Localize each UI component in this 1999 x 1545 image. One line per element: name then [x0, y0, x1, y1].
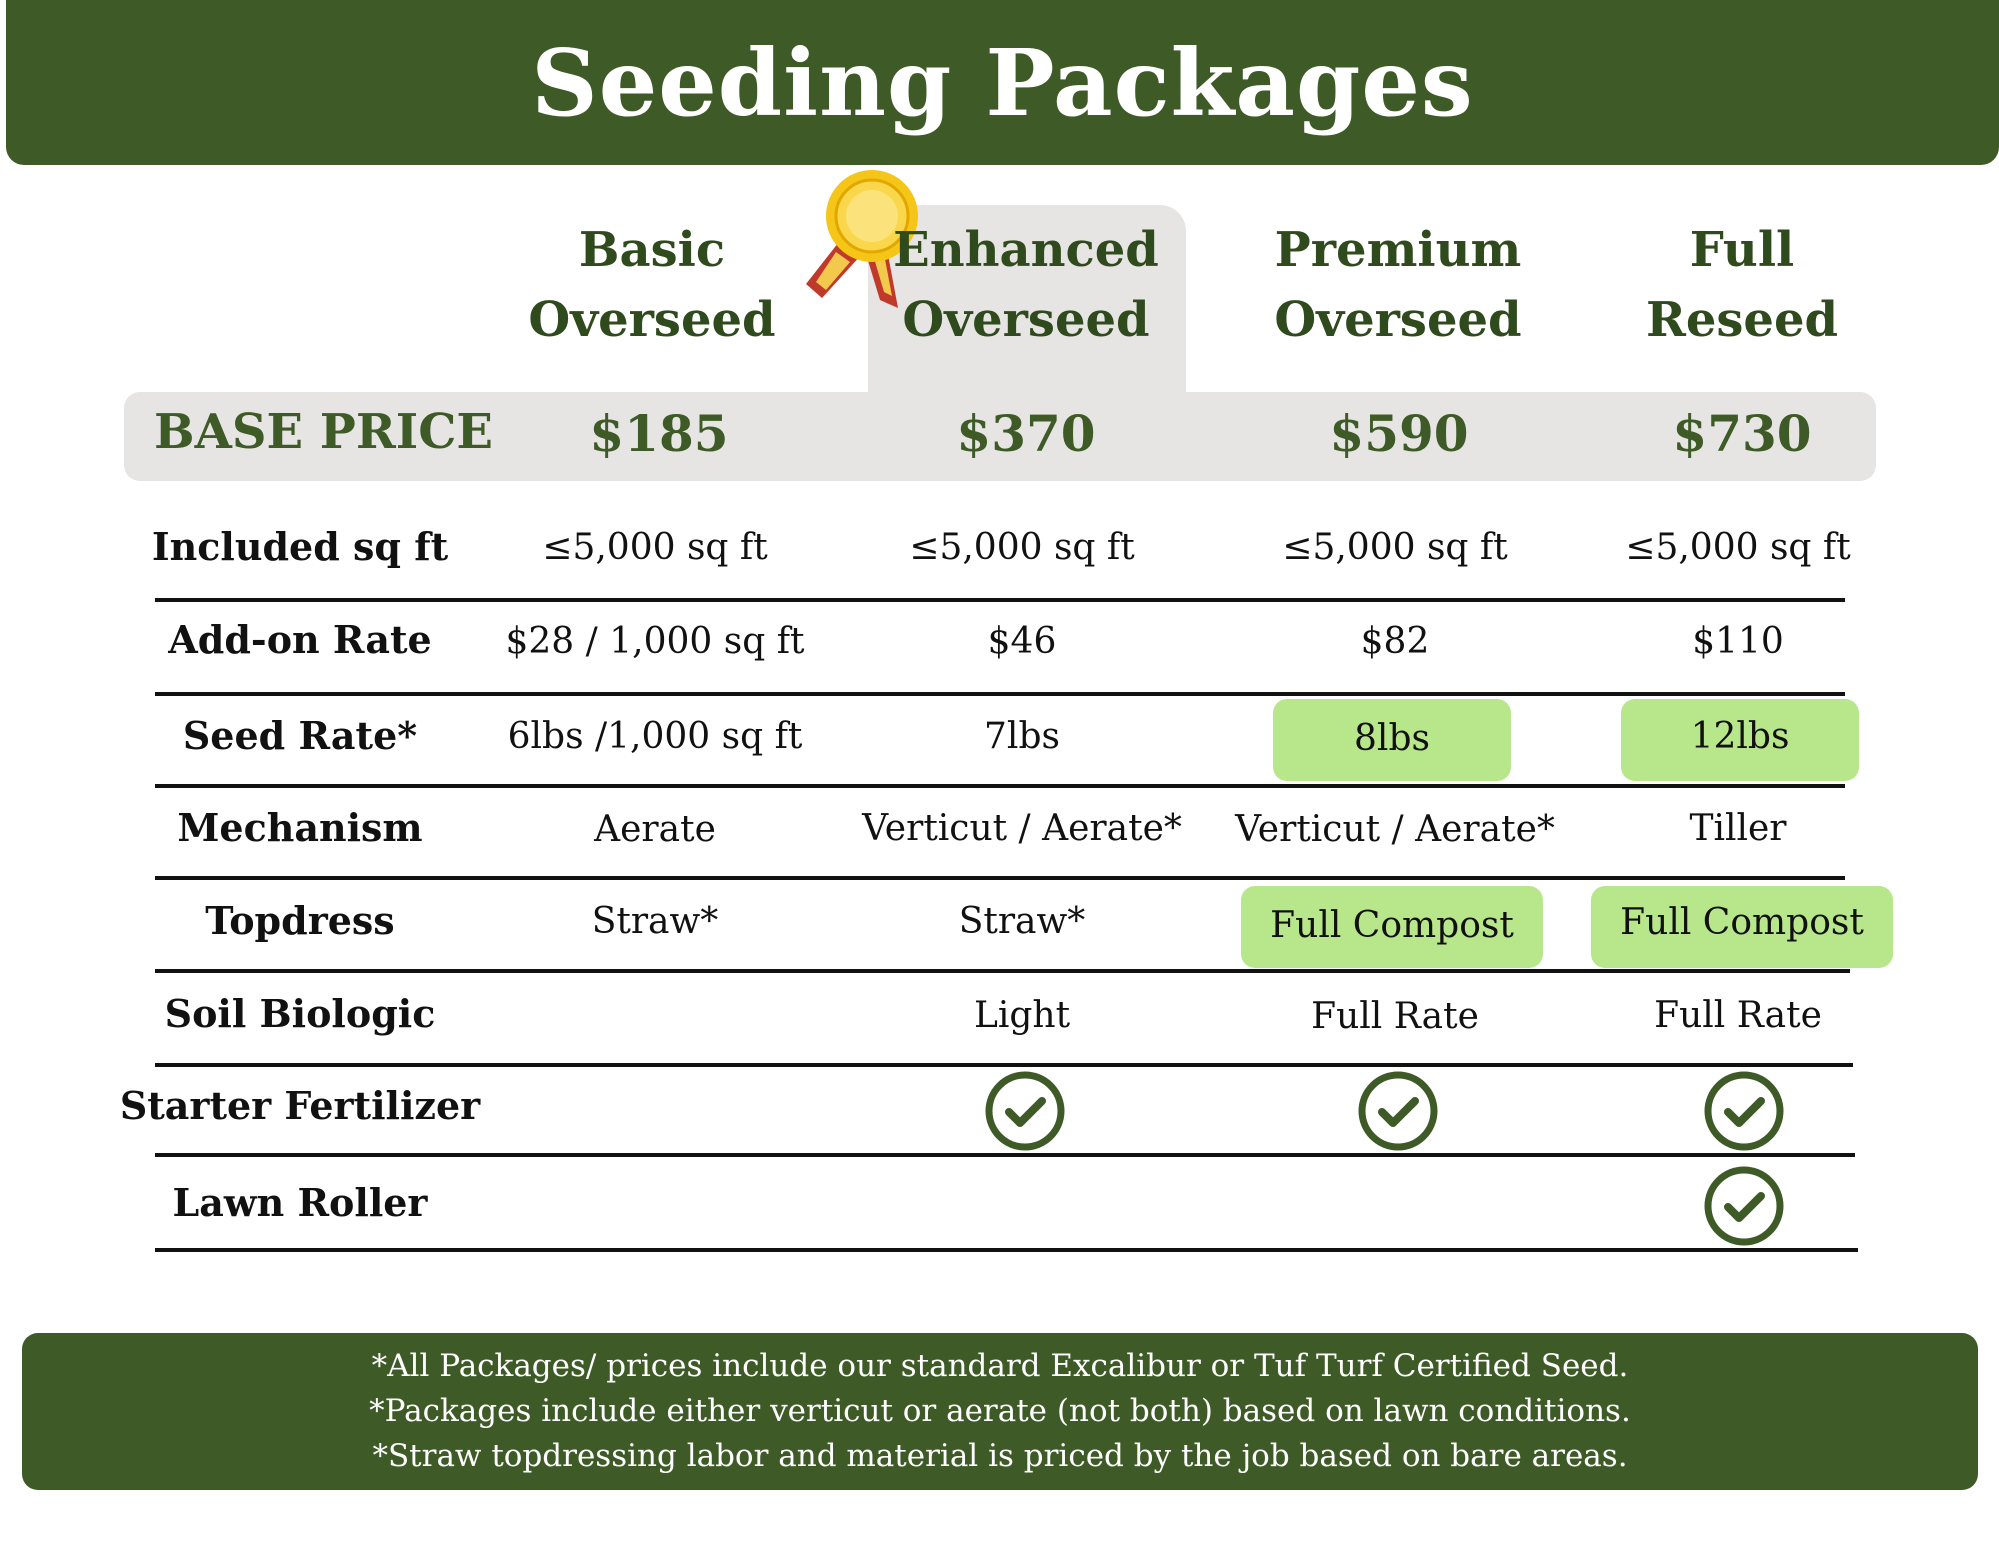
row-divider [155, 969, 1850, 973]
table-cell: $82 [1360, 621, 1430, 662]
column-header-basic: Basic Overseed [528, 222, 776, 348]
table-cell: ≤5,000 sq ft [1625, 527, 1851, 568]
row-label-seed-rate: Seed Rate* [182, 713, 418, 758]
table-cell: Straw* [958, 901, 1086, 942]
footnote: *Packages include either verticut or aerate (not both) based on lawn conditions. [369, 1393, 1631, 1429]
footnotes-panel [22, 1333, 1978, 1490]
table-cell: Verticut / Aerate* [862, 808, 1182, 849]
row-label-included-sqft: Included sq ft [151, 524, 449, 569]
table-cell: Straw* [591, 901, 719, 942]
row-divider [155, 876, 1845, 880]
price-premium: $590 [1329, 404, 1469, 463]
table-cell: ≤5,000 sq ft [542, 527, 768, 568]
table-cell: 6lbs /1,000 sq ft [507, 716, 803, 757]
row-divider [155, 1063, 1853, 1067]
table-cell: Full Compost [1620, 902, 1864, 943]
check-circle-icon [1703, 1165, 1785, 1247]
table-cell: Light [973, 995, 1071, 1036]
table-cell: ≤5,000 sq ft [909, 527, 1135, 568]
price-basic: $185 [589, 404, 729, 463]
row-divider [155, 1248, 1858, 1252]
row-label-lawn-roller: Lawn Roller [172, 1180, 428, 1225]
row-divider [155, 598, 1845, 602]
row-divider [155, 784, 1845, 788]
table-cell: Aerate [594, 809, 716, 850]
table-cell: Full Compost [1270, 905, 1514, 946]
table-cell: Full Rate [1654, 995, 1822, 1036]
row-label-soil-biologic: Soil Biologic [164, 991, 436, 1036]
table-cell: 8lbs [1354, 718, 1430, 759]
row-label-mechanism: Mechanism [177, 805, 423, 850]
table-cell: Full Rate [1311, 996, 1479, 1037]
row-divider [155, 692, 1845, 696]
row-label-topdress: Topdress [205, 898, 395, 943]
column-header-full: Full Reseed [1645, 222, 1839, 348]
row-divider [155, 1153, 1855, 1157]
row-label-starter-fertilizer: Starter Fertilizer [119, 1083, 481, 1128]
footnote: *All Packages/ prices include our standard Excalibur or Tuf Turf Certified Seed. [371, 1348, 1629, 1384]
page-header [6, 0, 1999, 165]
table-cell: Verticut / Aerate* [1235, 809, 1555, 850]
table-cell: $28 / 1,000 sq ft [505, 621, 805, 662]
column-header-enhanced: Enhanced Overseed [893, 222, 1159, 348]
check-circle-icon [1703, 1070, 1785, 1152]
table-cell: ≤5,000 sq ft [1282, 527, 1508, 568]
table-cell: 12lbs [1690, 716, 1790, 757]
table-cell: Tiller [1689, 808, 1787, 849]
check-circle-icon [1357, 1070, 1439, 1152]
footnote: *Straw topdressing labor and material is priced by the job based on bare areas. [372, 1438, 1628, 1474]
table-cell: 7lbs [984, 716, 1060, 757]
page-title: Seeding Packages [531, 28, 1474, 137]
row-label-add-on-rate: Add-on Rate [168, 617, 432, 662]
table-cell: $110 [1692, 621, 1784, 662]
column-header-premium: Premium Overseed [1274, 222, 1522, 348]
base-price-label: BASE PRICE [154, 404, 493, 460]
price-full: $730 [1672, 404, 1812, 463]
price-enhanced: $370 [956, 404, 1096, 463]
check-circle-icon [984, 1070, 1066, 1152]
table-cell: $46 [987, 621, 1057, 662]
